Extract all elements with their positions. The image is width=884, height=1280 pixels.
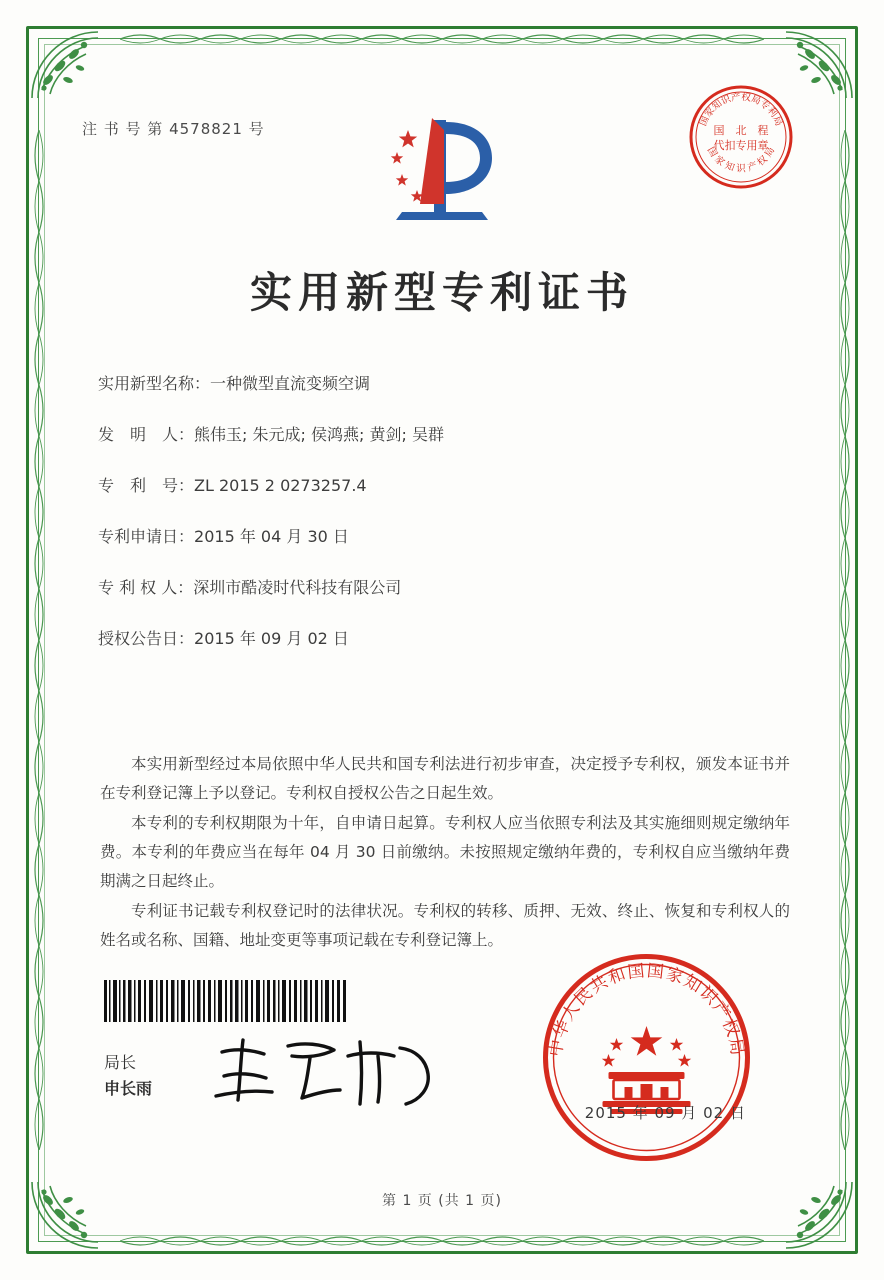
sipo-logo-icon — [372, 108, 512, 230]
field-label: 专 利 号 — [98, 476, 179, 495]
seal-date: 2015 年 09 月 02 日 — [584, 1104, 746, 1122]
svg-text:中华人民共和国国家知识产权局: 中华人民共和国国家知识产权局 — [545, 961, 748, 1059]
registration-number: 注 书 号 第 4578821 号 — [82, 120, 265, 138]
field-separator: ： — [194, 374, 211, 393]
page-title: 实用新型专利证书 — [249, 268, 634, 317]
field-row-patentee — [98, 576, 794, 600]
field-separator: ： — [178, 527, 195, 546]
svg-text:国家知识产权局专利局: 国家知识产权局专利局 — [697, 91, 785, 128]
svg-text:国 北 程: 国 北 程 — [713, 124, 769, 137]
field-row-inventors — [98, 423, 794, 447]
field-label: 授权公告日 — [98, 629, 179, 648]
field-list — [98, 372, 794, 678]
edge-vine-icon — [30, 130, 48, 1150]
edge-vine-icon — [120, 30, 764, 48]
field-label: 发 明 人 — [98, 425, 179, 444]
certificate-content — [60, 60, 824, 1220]
edge-vine-icon — [836, 130, 854, 1150]
field-row-invention-name — [98, 372, 794, 396]
signature-name: 申长雨 — [104, 1078, 153, 1098]
signature-block — [104, 1050, 152, 1101]
field-value: 一种微型直流变频空调 — [210, 374, 371, 393]
field-separator: ： — [178, 476, 195, 495]
paragraph: 专利证书记载专利权登记时的法律状况。专利权的转移、质押、无效、终止、恢复和专利权人的姓名或名称、国籍、地址变更等事项记载在专利登记簿上。 — [100, 902, 790, 950]
field-row-grant-date — [98, 627, 794, 651]
field-row-patent-number — [98, 474, 794, 498]
handwritten-signature-icon — [210, 1032, 440, 1112]
field-separator: ： — [178, 425, 195, 444]
field-value: 2015 年 04 月 30 日 — [194, 527, 349, 546]
field-value: 深圳市酷凌时代科技有限公司 — [193, 578, 402, 597]
field-label: 实用新型名称 — [98, 374, 195, 393]
field-label: 专利申请日 — [98, 527, 179, 546]
field-row-application-date — [98, 525, 794, 549]
paragraph: 本实用新型经过本局依照中华人民共和国专利法进行初步审查，决定授予专利权，颁发本证书并在专利登记簿上予以登记。专利权自授权公告之日起生效。 — [100, 755, 790, 802]
signature-role-label: 局长 — [104, 1053, 137, 1072]
body-text — [100, 750, 790, 957]
field-label: 专 利 权 人 — [98, 578, 178, 597]
field-value: 熊伟玉; 朱元成; 侯鸿燕; 黄剑; 吴群 — [194, 425, 444, 444]
svg-text:代扣专用章: 代扣专用章 — [713, 139, 769, 152]
paragraph: 本专利的专利权期限为十年，自申请日起算。专利权人应当依照专利法及其实施细则规定缴纳年费。本专利的年费应当在每年 04 月 30 日前缴纳。未按照规定缴纳年费的，专利权自应当缴纳年费期满之日起终止。 — [100, 814, 790, 890]
barcode-icon — [104, 980, 349, 1022]
field-separator: ： — [177, 578, 194, 597]
field-separator: ： — [178, 629, 195, 648]
field-value: 2015 年 09 月 02 日 — [194, 629, 349, 648]
page-footer: 第 1 页 (共 1 页) — [382, 1193, 502, 1209]
national-seal-icon — [539, 950, 754, 1165]
svg-text:国 家 知 识 产 权 局: 国 家 知 识 产 权 局 — [704, 145, 778, 175]
field-value: ZL 2015 2 0273257.4 — [194, 476, 367, 495]
office-stamp-icon — [686, 82, 796, 192]
edge-vine-icon — [120, 1232, 764, 1250]
